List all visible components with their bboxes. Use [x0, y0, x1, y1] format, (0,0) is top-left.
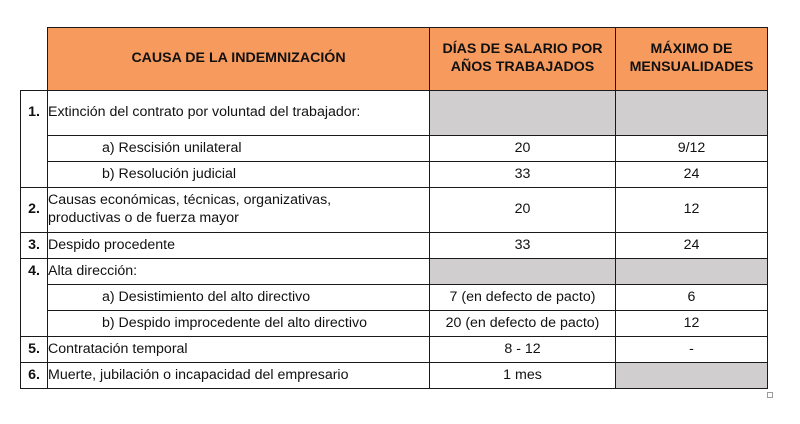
- header-max-line1: MÁXIMO DE: [650, 41, 733, 58]
- days-value: 7 (en defecto de pacto): [430, 285, 616, 311]
- days-value: 20 (en defecto de pacto): [430, 311, 616, 337]
- header-max-line2: MENSUALIDADES: [629, 59, 754, 75]
- section-label: [48, 188, 430, 233]
- section-label: Extinción del contrato por voluntad del trabajador:: [48, 91, 430, 136]
- section-label: Alta dirección:: [48, 259, 430, 285]
- section-number: 4.: [21, 259, 48, 285]
- item-label: b) Despido improcedente del alto directivo: [48, 311, 430, 337]
- table-row: [21, 285, 768, 311]
- section-number: 6.: [21, 363, 48, 389]
- indemnization-table: [20, 27, 768, 389]
- header-max: [616, 28, 768, 91]
- table-row: [21, 259, 768, 285]
- table-row: [21, 311, 768, 337]
- max-value: 6: [616, 285, 768, 311]
- item-label: a) Desistimiento del alto directivo: [48, 285, 430, 311]
- days-value: 20: [430, 136, 616, 162]
- section-number-continuation: [21, 162, 48, 188]
- section-label: Contratación temporal: [48, 337, 430, 363]
- table-row: [21, 162, 768, 188]
- item-label: a) Rescisión unilateral: [48, 136, 430, 162]
- empty-cell: [616, 91, 768, 136]
- max-value: -: [616, 337, 768, 363]
- max-value: 24: [616, 162, 768, 188]
- header-days-line1: DÍAS DE SALARIO POR: [442, 41, 603, 58]
- days-value: 20: [430, 188, 616, 233]
- max-value: 12: [616, 188, 768, 233]
- empty-cell: [430, 91, 616, 136]
- table-row: [21, 91, 768, 136]
- section-label-line1: Causas económicas, técnicas, organizativas,: [48, 192, 332, 209]
- header-row: [21, 28, 768, 91]
- header-days-line2: AÑOS TRABAJADOS: [450, 59, 595, 75]
- resize-handle: [767, 392, 773, 398]
- table-row: [21, 337, 768, 363]
- corner-cell: [21, 28, 48, 91]
- days-value: 33: [430, 233, 616, 259]
- section-number: 3.: [21, 233, 48, 259]
- max-value: 12: [616, 311, 768, 337]
- header-cause: CAUSA DE LA INDEMNIZACIÓN: [48, 28, 430, 91]
- max-value: 24: [616, 233, 768, 259]
- empty-cell: [616, 363, 768, 389]
- days-value: 1 mes: [430, 363, 616, 389]
- item-label: b) Resolución judicial: [48, 162, 430, 188]
- header-days: [430, 28, 616, 91]
- days-value: 33: [430, 162, 616, 188]
- table-row: [21, 188, 768, 233]
- empty-cell: [430, 259, 616, 285]
- section-number-continuation: [21, 136, 48, 162]
- table-row: [21, 136, 768, 162]
- empty-cell: [616, 259, 768, 285]
- table-row: [21, 363, 768, 389]
- days-value: 8 - 12: [430, 337, 616, 363]
- section-label: Muerte, jubilación o incapacidad del empresario: [48, 363, 430, 389]
- section-number-continuation: [21, 311, 48, 337]
- max-value: 9/12: [616, 136, 768, 162]
- section-number: 1.: [21, 91, 48, 136]
- section-number: 5.: [21, 337, 48, 363]
- section-number: 2.: [21, 188, 48, 233]
- section-label: Despido procedente: [48, 233, 430, 259]
- table-row: [21, 233, 768, 259]
- section-label-line2: productivas o de fuerza mayor: [48, 210, 239, 226]
- section-number-continuation: [21, 285, 48, 311]
